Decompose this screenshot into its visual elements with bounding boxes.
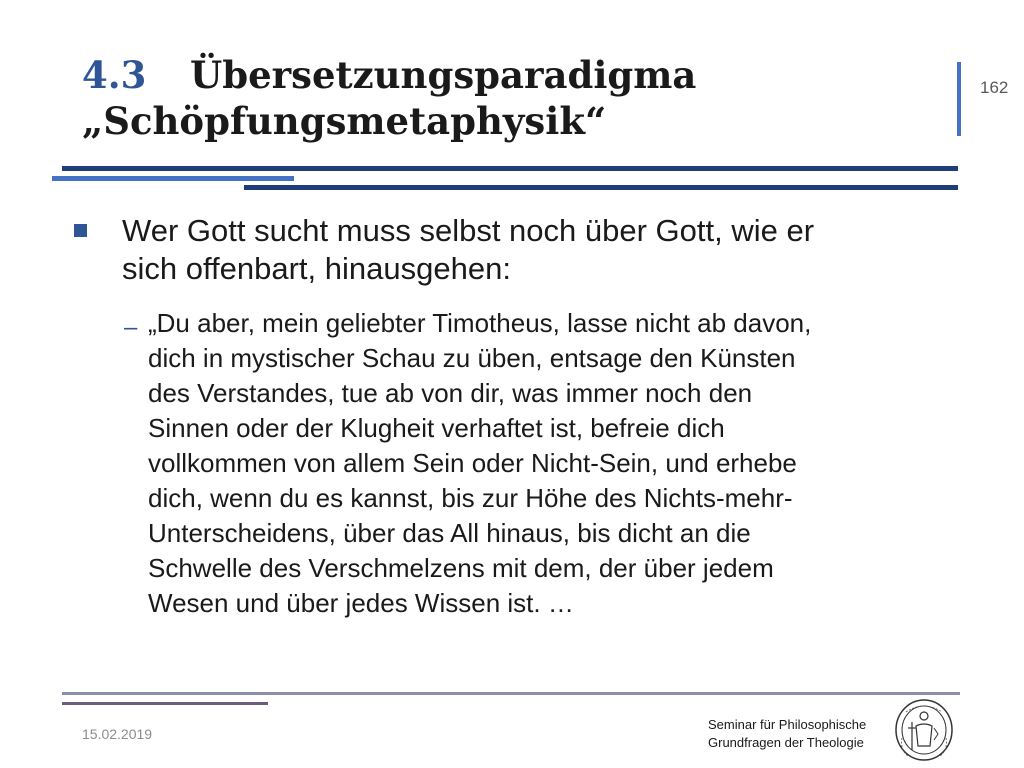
- quote-line: vollkommen von allem Sein oder Nicht-Sein, und erhebe: [148, 448, 797, 478]
- bullet-point: [122, 212, 962, 288]
- slide-number-divider: [957, 62, 961, 136]
- quote-line: des Verstandes, tue ab von dir, was immer noch den: [148, 378, 753, 408]
- quote-block: [148, 306, 968, 621]
- quote-line: „Du aber, mein geliebter Timotheus, lasse nicht ab davon,: [148, 308, 812, 338]
- university-seal-icon: [894, 698, 954, 762]
- slide-title: [82, 52, 942, 144]
- title-underline-top: [62, 166, 958, 171]
- quote-line: dich in mystischer Schau zu üben, entsage den Künsten: [148, 343, 796, 373]
- footer-rule-accent: [62, 702, 268, 705]
- quote-line: Sinnen oder der Klugheit verhaftet ist, befreie dich: [148, 413, 725, 443]
- square-bullet-icon: [74, 224, 87, 237]
- seminar-line: Grundfragen der Theologie: [708, 735, 864, 750]
- slide-title-line-1: [82, 52, 942, 98]
- slide-number: 162: [980, 78, 1009, 97]
- footer-seminar-name: [708, 716, 888, 752]
- footer-rule: [62, 692, 960, 695]
- dash-bullet-icon: –: [124, 314, 138, 341]
- quote-line: Unterscheidens, über das All hinaus, bis dicht an die: [148, 518, 751, 548]
- title-underline-bottom: [244, 185, 958, 190]
- seminar-line: Seminar für Philosophische: [708, 717, 867, 732]
- title-text-1: Übersetzungsparadigma: [190, 53, 697, 97]
- title-underline-accent: [52, 176, 294, 181]
- slide-title-line-2: „Schöpfungsmetaphysik“: [82, 99, 607, 143]
- section-number: 4.3: [82, 53, 147, 97]
- bullet-line: sich offenbart, hinausgehen:: [122, 251, 511, 286]
- quote-line: Schwelle des Verschmelzens mit dem, der über jedem: [148, 553, 774, 583]
- bullet-line: Wer Gott sucht muss selbst noch über Gott, wie er: [122, 213, 815, 248]
- footer-date: 15.02.2019: [82, 726, 153, 742]
- quote-line: Wesen und über jedes Wissen ist. …: [148, 588, 574, 618]
- quote-line: dich, wenn du es kannst, bis zur Höhe des Nichts-mehr-: [148, 483, 793, 513]
